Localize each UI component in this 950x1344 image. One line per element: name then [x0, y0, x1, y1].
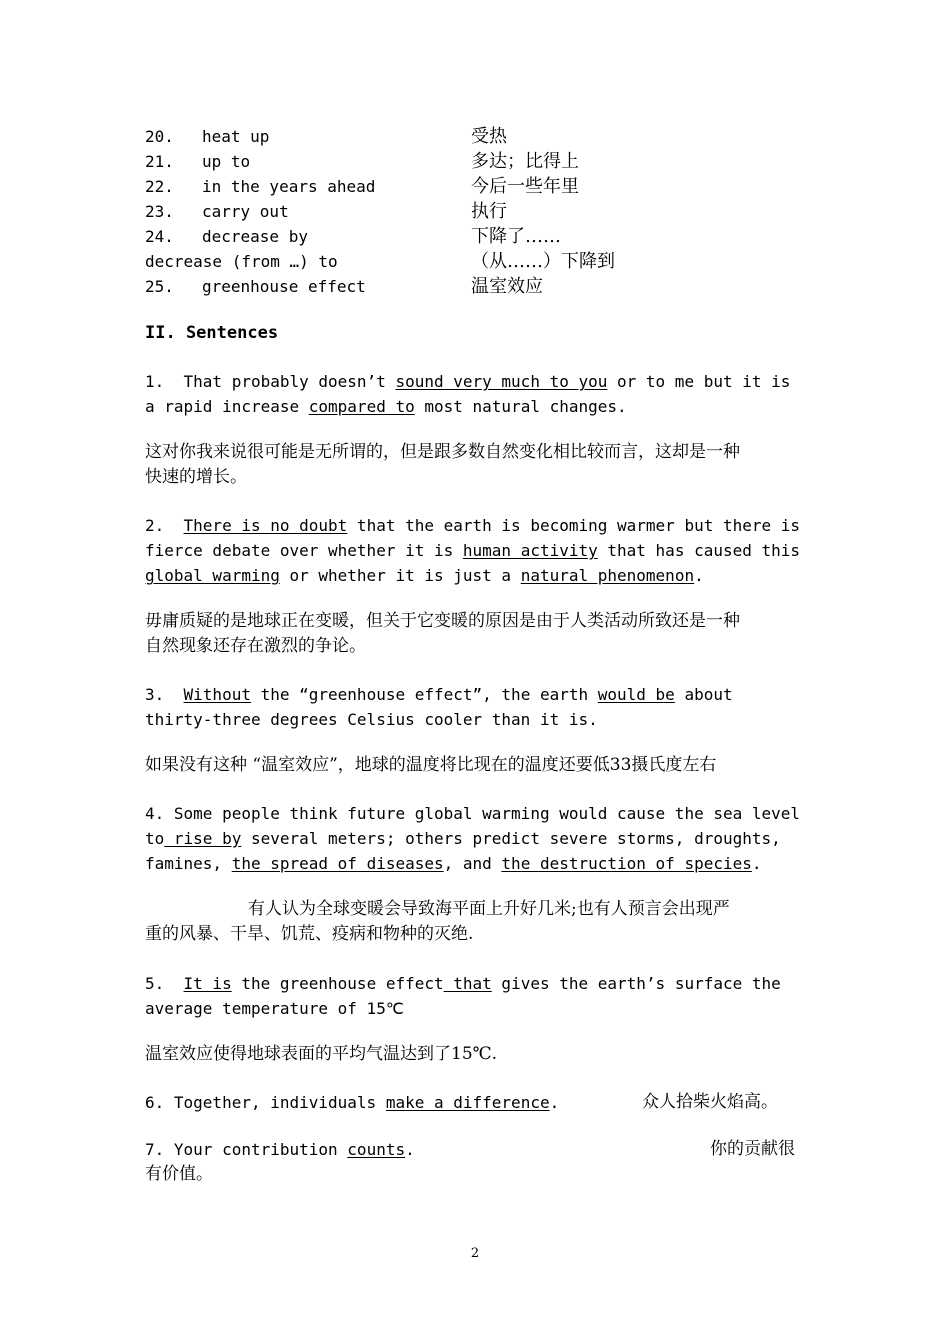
- sentence-7-translation-1: 你的贡献很: [710, 1139, 795, 1159]
- vocab-number: 21.: [145, 152, 174, 171]
- translation-line: 这对你我来说很可能是无所谓的，但是跟多数自然变化相比较而言，这却是一种: [145, 442, 740, 462]
- underlined-phrase: compared to: [308, 397, 415, 416]
- text-run: average temperature of 15℃: [145, 999, 404, 1018]
- underlined-phrase: that: [443, 974, 492, 993]
- sentence-2-line-3: [145, 563, 704, 588]
- text-run: about: [674, 685, 733, 704]
- translation-line: 温室效应使得地球表面的平均气温达到了15℃.: [145, 1044, 498, 1064]
- text-run: , and: [443, 854, 502, 873]
- text-run: .: [405, 1140, 415, 1159]
- sentence-5-line-2: [145, 996, 404, 1021]
- underlined-phrase: It is: [183, 974, 232, 993]
- sentence-1-translation: [145, 440, 810, 490]
- vocab-row: [145, 199, 845, 224]
- text-run: 7. Your contribution: [145, 1140, 348, 1159]
- sentence-5-translation: [145, 1042, 810, 1067]
- sentence-5-line-1: [145, 971, 781, 996]
- sentence-3-translation: [145, 753, 810, 778]
- sentence-3-line-2: [145, 707, 598, 732]
- translation-line: 重的风暴、干旱、饥荒、疫病和物种的灭绝.: [145, 924, 474, 944]
- vocab-row: [145, 249, 845, 274]
- text-run: 5.: [145, 974, 184, 993]
- vocab-number: 25.: [145, 277, 174, 296]
- sentence-6-translation: 众人拾柴火焰高。: [642, 1092, 778, 1112]
- underlined-phrase: Without: [183, 685, 251, 704]
- text-run: fierce debate over whether it is: [145, 541, 463, 560]
- underlined-phrase: make a difference: [385, 1093, 550, 1112]
- vocab-english: decrease by: [202, 227, 308, 246]
- vocab-number: 20.: [145, 127, 174, 146]
- underlined-phrase: rise by: [164, 829, 242, 848]
- vocab-chinese: 多达；比得上: [471, 151, 579, 172]
- text-run: 3.: [145, 685, 184, 704]
- text-run: 1. That probably doesn’t: [145, 372, 396, 391]
- sentence-4-line-2: [145, 826, 781, 851]
- underlined-phrase: counts: [347, 1140, 406, 1159]
- vocab-english: in the years ahead: [202, 177, 376, 196]
- underlined-phrase: sound very much to you: [395, 372, 608, 391]
- underlined-phrase: There is no doubt: [183, 516, 348, 535]
- text-run: several meters; others predict severe storms, droughts,: [241, 829, 781, 848]
- sentence-1-line-2: [145, 394, 627, 419]
- translation-line: 如果没有这种 “温室效应”，地球的温度将比现在的温度还要低33摄氏度左右: [145, 755, 717, 775]
- vocab-chinese: 今后一些年里: [471, 176, 579, 197]
- underlined-phrase: the destruction of species: [501, 854, 752, 873]
- vocab-english: carry out: [202, 202, 289, 221]
- underlined-phrase: global warming: [145, 566, 280, 585]
- vocab-row: [145, 224, 845, 249]
- sentence-1-line-1: [145, 369, 790, 394]
- vocab-chinese: 执行: [471, 201, 507, 222]
- vocab-number: 22.: [145, 177, 174, 196]
- vocab-number: 23.: [145, 202, 174, 221]
- text-run: .: [694, 566, 704, 585]
- text-run: most natural changes.: [414, 397, 627, 416]
- vocab-english: heat up: [202, 127, 270, 146]
- vocab-number: 24.: [145, 227, 174, 246]
- text-run: gives the earth’s surface the: [491, 974, 781, 993]
- sentence-7-translation-2: 有价值。: [145, 1164, 213, 1184]
- text-run: to: [145, 829, 165, 848]
- vocab-chinese: 受热: [471, 126, 507, 147]
- vocab-row: [145, 174, 845, 199]
- text-run: 6. Together, individuals: [145, 1093, 386, 1112]
- vocab-row: [145, 274, 845, 299]
- sentence-2-line-1: [145, 513, 800, 538]
- text-run: a rapid increase: [145, 397, 309, 416]
- page-number: 2: [470, 1246, 480, 1261]
- sentence-4-line-3: [145, 851, 762, 876]
- text-run: or to me but it is: [607, 372, 791, 391]
- text-run: the greenhouse effect: [231, 974, 444, 993]
- section-heading: II. Sentences: [145, 323, 279, 343]
- text-run: 4. Some people think future global warming would cause the sea level: [145, 804, 801, 823]
- vocab-chinese: 下降了……: [471, 226, 561, 247]
- vocab-row: [145, 124, 845, 149]
- vocab-chinese: （从……）下降到: [471, 251, 615, 272]
- sentence-3-line-1: [145, 682, 733, 707]
- translation-line: 毋庸质疑的是地球正在变暖，但关于它变暖的原因是由于人类活动所致还是一种: [145, 611, 740, 631]
- vocab-english: up to: [202, 152, 251, 171]
- vocab-english: decrease (from …) to: [145, 252, 338, 271]
- underlined-phrase: would be: [597, 685, 675, 704]
- sentence-4-translation: [145, 897, 810, 947]
- translation-line: 有人认为全球变暖会导致海平面上升好几米;也有人预言会出现严: [248, 899, 730, 919]
- vocab-row: [145, 149, 845, 174]
- sentence-2-translation: [145, 609, 810, 659]
- underlined-phrase: natural phenomenon: [520, 566, 695, 585]
- underlined-phrase: the spread of diseases: [231, 854, 444, 873]
- text-run: famines,: [145, 854, 232, 873]
- text-run: .: [751, 854, 762, 873]
- translation-line: 自然现象还存在激烈的争论。: [145, 636, 366, 656]
- sentence-7-line: [145, 1137, 415, 1162]
- text-run: the “greenhouse effect”, the earth: [250, 685, 598, 704]
- translation-line: 快速的增长。: [145, 467, 247, 487]
- text-run: 2.: [145, 516, 184, 535]
- vocab-english: greenhouse effect: [202, 277, 366, 296]
- text-run: or whether it is just a: [279, 566, 521, 585]
- text-run: thirty-three degrees Celsius cooler than it is.: [145, 710, 598, 729]
- text-run: that the earth is becoming warmer but there is: [347, 516, 801, 535]
- text-run: .: [549, 1093, 560, 1112]
- text-run: that has caused this: [597, 541, 801, 560]
- sentence-2-line-2: [145, 538, 800, 563]
- underlined-phrase: human activity: [462, 541, 598, 560]
- sentence-4-line-1: [145, 801, 800, 826]
- vocab-chinese: 温室效应: [471, 276, 543, 297]
- sentence-6-line: [145, 1090, 559, 1115]
